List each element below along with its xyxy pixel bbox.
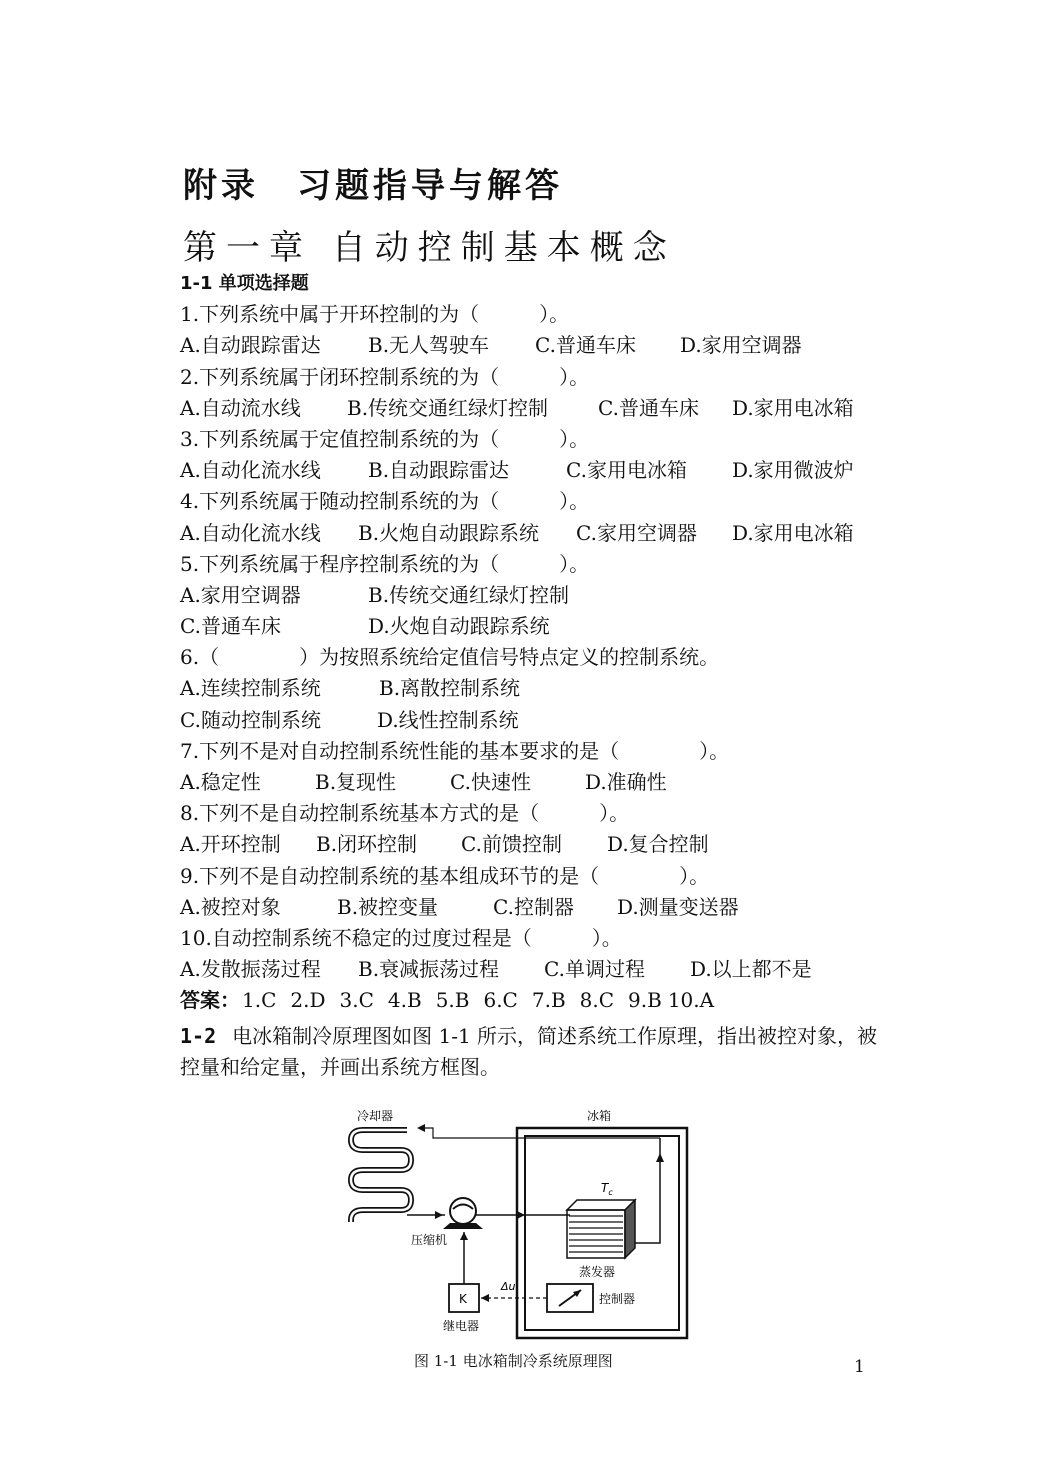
answer-item: 7.B (531, 988, 566, 1013)
question-text: 6.（ ）为按照系统给定值信号特点定义的控制系统。 (180, 645, 720, 670)
fridge-label: 冰箱 (587, 1109, 612, 1123)
option: C.快速性 (450, 770, 531, 794)
option-row (180, 673, 880, 704)
option-row (180, 829, 880, 860)
option: B.离散控制系统 (379, 676, 521, 701)
option: C.随动控制系统 (180, 707, 321, 732)
compressor-symbol (450, 1198, 476, 1224)
relay-symbol: K (459, 1292, 467, 1306)
option: C.家用电冰箱 (566, 458, 687, 483)
question-text: 7.下列不是对自动控制系统性能的基本要求的是（ ）。 (180, 738, 730, 763)
option: B.被控变量 (337, 894, 439, 919)
option-row (180, 518, 880, 549)
option: B.传统交通红绿灯控制 (368, 582, 570, 607)
option: C.普通车床 (535, 333, 636, 358)
appendix-title (183, 158, 563, 207)
answer-item: 3.C (339, 988, 374, 1013)
question-text: 4.下列系统属于随动控制系统的为（ ）。 (180, 489, 590, 514)
question-list (180, 268, 880, 1083)
question-text: 10.自动控制系统不稳定的过度过程是（ ）。 (180, 925, 622, 950)
refrigerator-diagram (345, 1098, 705, 1348)
question-text: 8.下列不是自动控制系统基本方式的是（ ）。 (180, 801, 630, 826)
answer-label: 答案： (180, 988, 240, 1013)
option: C.前馈控制 (461, 832, 562, 857)
answer-item: 5.B (435, 988, 470, 1013)
option: D.线性控制系统 (377, 707, 519, 732)
option-row (180, 611, 880, 642)
answer-item: 9.B (628, 988, 662, 1013)
option: A.被控对象 (180, 894, 281, 919)
answer-item: 8.C (579, 988, 615, 1013)
option-row (180, 330, 880, 361)
option: C.家用空调器 (576, 520, 697, 545)
option: A.自动化流水线 (180, 520, 321, 545)
question-text: 3.下列系统属于定值控制系统的为（ ）。 (180, 426, 590, 451)
option: B.复现性 (315, 770, 397, 794)
option: A.稳定性 (180, 770, 261, 794)
option: A.连续控制系统 (180, 676, 321, 701)
option: B.闭环控制 (316, 832, 418, 857)
option: C.普通车床 (180, 614, 281, 639)
option: D.以上都不是 (690, 957, 812, 982)
question-text: 2.下列系统属于闭环控制系统的为（ ）。 (180, 364, 590, 389)
option: D.准确性 (585, 770, 667, 794)
answer-item: 1.C (242, 988, 277, 1013)
option: C.单调过程 (544, 957, 645, 982)
option: B.自动跟踪雷达 (368, 458, 510, 483)
option: A.发散振荡过程 (180, 957, 321, 982)
option-row (180, 767, 880, 798)
answer-item: 10.A (667, 988, 715, 1013)
option: D.测量变送器 (617, 894, 739, 919)
option: C.普通车床 (598, 395, 699, 420)
option-row (180, 455, 880, 486)
question-text: 1.下列系统中属于开环控制的为（ ）。 (180, 302, 570, 327)
option-row (180, 393, 880, 424)
question-1-2 (180, 1021, 880, 1083)
question-text: 5.下列系统属于程序控制系统的为（ ）。 (180, 551, 590, 576)
option: A.开环控制 (180, 832, 281, 857)
appendix-title-part1: 附录 (183, 166, 259, 206)
option-row (180, 705, 880, 736)
return-pipe (635, 1158, 660, 1243)
option: D.复合控制 (607, 832, 709, 857)
option-row (180, 580, 880, 611)
option: D.家用空调器 (680, 333, 802, 358)
option-row (180, 954, 880, 985)
chapter-title: 第一章 自动控制基本概念 (183, 228, 676, 268)
cooler-label: 冷却器 (357, 1109, 394, 1123)
evaporator-label: 蒸发器 (579, 1265, 616, 1279)
option: A.自动化流水线 (180, 458, 321, 483)
option: C.控制器 (493, 894, 574, 919)
option: D.家用电冰箱 (732, 520, 854, 545)
option: A.家用空调器 (180, 582, 301, 607)
question-body: 电冰箱制冷原理图如图 1-1 所示，简述系统工作原理，指出被控对象，被控量和给定量，并画出系统方框图。 (180, 1023, 878, 1079)
option: D.火炮自动跟踪系统 (368, 614, 550, 639)
option: B.传统交通红绿灯控制 (347, 395, 549, 420)
question-number: 1-2 (180, 1023, 217, 1048)
tc-label: $T_c$ (601, 1181, 613, 1197)
section-heading: 1-1 单项选择题 (180, 273, 309, 294)
option: B.衰减振荡过程 (358, 957, 500, 982)
cooler-coil (351, 1130, 411, 1222)
option: D.家用电冰箱 (732, 395, 854, 420)
appendix-title-part2: 习题指导与解答 (297, 166, 563, 206)
figure-caption: 图 1-1 电冰箱制冷系统原理图 (414, 1352, 613, 1370)
controller-label: 控制器 (599, 1292, 636, 1306)
option-row (180, 892, 880, 923)
question-text: 9.下列不是自动控制系统的基本组成环节的是（ ）。 (180, 863, 710, 888)
option: A.自动流水线 (180, 395, 301, 420)
answer-item: 6.C (483, 988, 518, 1013)
option: B.火炮自动跟踪系统 (358, 520, 540, 545)
answer-item: 2.D (290, 988, 326, 1013)
relay-label: 继电器 (443, 1319, 480, 1333)
compressor-label: 压缩机 (411, 1233, 448, 1247)
page-number: 1 (854, 1357, 865, 1377)
answer-item: 4.B (387, 988, 422, 1013)
option: A.自动跟踪雷达 (180, 333, 321, 358)
delta-u-label: Δu (501, 1280, 516, 1293)
option: B.无人驾驶车 (368, 333, 490, 358)
option: D.家用微波炉 (732, 458, 854, 483)
answer-key (180, 985, 880, 1016)
